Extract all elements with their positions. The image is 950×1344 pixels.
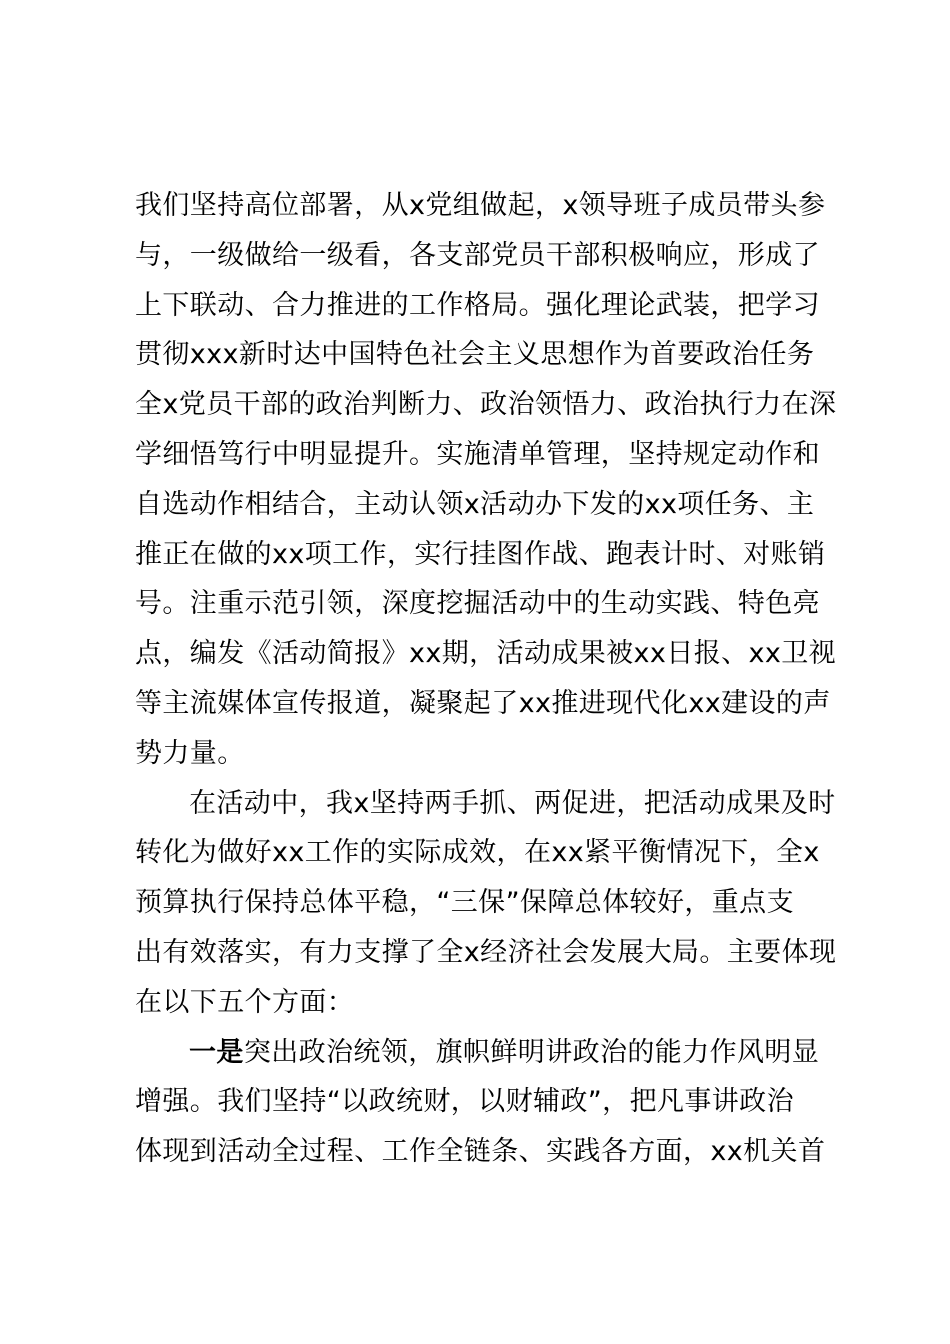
text-line: 学细悟笃行中明显提升。实施清单管理，坚持规定动作和 [135, 438, 820, 470]
lead-line-text: 突出政治统领，旗帜鲜明讲政治的能力作风明显 [243, 1036, 820, 1068]
text-line: 等主流媒体宣传报道，凝聚起了xx推进现代化xx建设的声 [135, 687, 831, 719]
text-line: 增强。我们坚持“以政统财，以财辅政”，把凡事讲政治 [135, 1086, 794, 1118]
text-line: 上下联动、合力推进的工作格局。强化理论武装，把学习 [135, 289, 820, 321]
text-line: 体现到活动全过程、工作全链条、实践各方面，xx机关首 [135, 1136, 826, 1168]
text-line: 我们坚持高位部署，从x党组做起，x领导班子成员带头参 [135, 190, 826, 221]
text-line: 预算执行保持总体平稳，“三保”保障总体较好，重点支 [135, 887, 794, 919]
document-body [135, 181, 847, 1177]
text-line: 点，编发《活动简报》xx期，活动成果被xx日报、xx卫视 [135, 638, 837, 670]
text-line: 自选动作相结合，主动认领x活动办下发的xx项任务、主 [135, 488, 815, 520]
paragraph-start-line [135, 1028, 847, 1078]
paragraph-start-line: 在活动中，我x坚持两手抓、两促进，把活动成果及时 [189, 787, 836, 819]
text-line: 在以下五个方面： [135, 986, 355, 1018]
text-line: 转化为做好xx工作的实际成效，在xx紧平衡情况下，全x [135, 837, 820, 869]
text-line: 全x党员干部的政治判断力、政治领悟力、政治执行力在深 [135, 389, 837, 421]
text-line: 号。注重示范引领，深度挖掘活动中的生动实践、特色亮 [135, 588, 820, 620]
text-line: 贯彻xxx新时达中国特色社会主义思想作为首要政治任务 [135, 339, 815, 371]
text-line: 推正在做的xx项工作，实行挂图作战、跑表计时、对账销 [135, 538, 826, 570]
text-line: 势力量。 [135, 737, 245, 769]
text-line: 与，一级做给一级看，各支部党员干部积极响应，形成了 [135, 239, 820, 271]
text-line: 出有效落实，有力支撑了全x经济社会发展大局。主要体现 [135, 936, 837, 968]
bold-lead-term: 一是 [189, 1036, 244, 1068]
